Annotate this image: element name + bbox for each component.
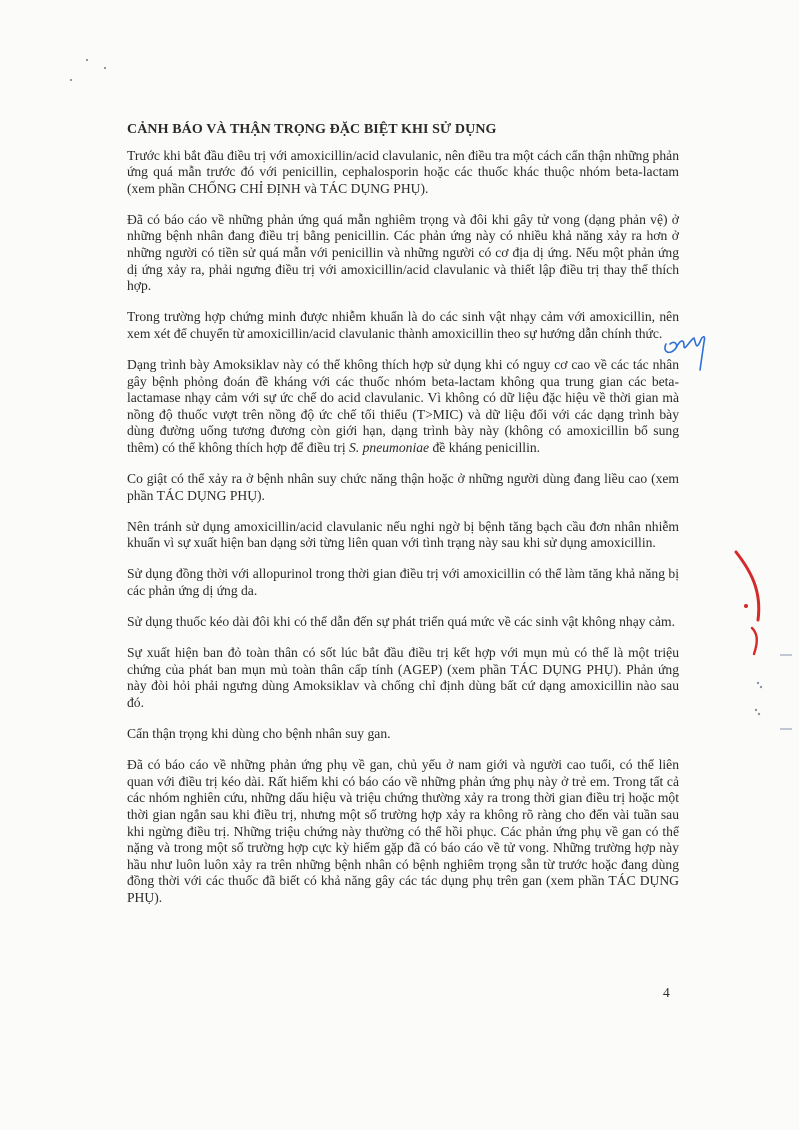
scan-speck bbox=[104, 67, 106, 69]
paragraph-10: Cẩn thận trọng khi dùng cho bệnh nhân suy gan. bbox=[127, 726, 391, 742]
paragraph-6: Nên tránh sử dụng amoxicillin/acid clavulanic nếu nghi ngờ bị bệnh tăng bạch cầu đơn nhân nhiễm khuẩn vì sự xuất hiện ban dạng sởi từng liên quan với tình trạng này sau khi sử dụng amoxicillin. bbox=[127, 518, 679, 551]
paragraph-2: Đã có báo cáo về những phản ứng quá mẫn nghiêm trọng và đôi khi gây tử vong (dạng phản vệ) ở những bệnh nhân đang điều trị bằng penicillin. Các phản ứng này có nhiều khả năng xảy ra hơn ở những người có tiền sử quá mẫn với penicillin và những người có cơ địa dị ứng. Nếu một phản ứng dị ứng xảy ra, phải ngưng điều trị với amoxicillin/acid clavulanic và thiết lập điều trị thay thế thích hợp. bbox=[127, 211, 679, 294]
paragraph-8: Sử dụng thuốc kéo dài đôi khi có thể dẫn đến sự phát triển quá mức về các sinh vật không nhạy cảm. bbox=[127, 614, 675, 630]
paragraph-9: Sự xuất hiện ban đỏ toàn thân có sốt lúc bắt đầu điều trị kết hợp với mụn mủ có thể là một triệu chứng của phát ban mụn mủ toàn thân cấp tính (AGEP) (xem phần TÁC DỤNG PHỤ). Phản ứng này đòi hỏi phải ngưng dùng Amoksiklav và chống chỉ định dùng bất cứ dạng amoxicillin nào sau đó. bbox=[127, 645, 679, 711]
stamp-speck bbox=[755, 709, 757, 711]
paragraph-11: Đã có báo cáo về những phản ứng phụ về gan, chủ yếu ở nam giới và người cao tuổi, có thể liên quan với điều trị kéo dài. Rất hiếm khi có báo cáo về những phản ứng phụ này ở trẻ em. Trong tất cả các nhóm nghiên cứu, những dấu hiệu và triệu chứng thường xảy ra trong thời gian điều trị hoặc một thời gian ngắn sau khi điều trị, nhưng một số trường hợp xảy ra không rõ ràng cho đến vài tuần sau khi ngừng điều trị. Những triệu chứng này thường có thể hồi phục. Các phản ứng phụ về gan có thể nặng và trong một số trường hợp cực kỳ hiếm gặp đã có báo cáo về tử vong. Những trường hợp này hầu như luôn luôn xảy ra trên những bệnh nhân có bệnh nghiêm trọng sẵn từ trước hoặc đang dùng đồng thời với các thuốc đã biết có khả năng gây các tác dụng phụ trên gan (xem phần TÁC DỤNG PHỤ). bbox=[127, 757, 679, 905]
stamp-speck bbox=[757, 682, 759, 684]
paragraph-5: Co giật có thể xảy ra ở bệnh nhân suy chức năng thận hoặc ở những người dùng đang liều cao (xem phần TÁC DỤNG PHỤ). bbox=[127, 471, 679, 503]
paragraph-7: Sử dụng đồng thời với allopurinol trong thời gian điều trị với amoxicillin có thể làm tăng khả năng bị các phản ứng dị ứng da. bbox=[127, 566, 679, 599]
scan-speck bbox=[70, 79, 72, 81]
page-number: 4 bbox=[663, 985, 670, 1000]
stamp-arc-upper bbox=[736, 552, 759, 620]
stamp-tick bbox=[780, 654, 792, 656]
document-body bbox=[127, 122, 679, 921]
stamp-speck bbox=[758, 713, 760, 715]
paragraph-3: Trong trường hợp chứng minh được nhiễm khuẩn là do các sinh vật nhạy cảm với amoxicillin, nên xem xét để chuyển từ amoxicillin/acid clavulanic thành amoxicillin theo sự hướng dẫn chính thức. bbox=[127, 309, 679, 341]
paragraph-4-main: Dạng trình bày Amoksiklav này có thể không thích hợp sử dụng khi có nguy cơ cao về các tác nhân gây bệnh phỏng đoán đề kháng với các thuốc nhóm beta-lactam không qua trung gian các beta-lactamase nhạy cảm với sự ức chế do acid clavulanic. Vì không có dữ liệu đặc hiệu về thời gian mà nồng độ thuốc vượt trên nồng độ ức chế tối thiểu (T>MIC) và dữ liệu đối với các dạng trình bày dùng đường uống tương đương còn giới hạn, dạng trình bày này (không có amoxicillin bổ sung thêm) có thể không thích hợp để điều trị bbox=[127, 357, 679, 455]
paragraph-4-tail: đề kháng penicillin. bbox=[429, 440, 541, 455]
scan-speck bbox=[86, 59, 88, 61]
section-heading: CẢNH BÁO VÀ THẬN TRỌNG ĐẶC BIỆT KHI SỬ DỤNG bbox=[127, 122, 497, 137]
stamp-dot bbox=[744, 604, 748, 608]
stamp-arc-lower bbox=[752, 628, 757, 654]
stamp-speck bbox=[760, 686, 762, 688]
paragraph-4-italic: S. pneumoniae bbox=[349, 440, 430, 455]
paragraph-4 bbox=[127, 357, 679, 457]
stamp-fragment bbox=[728, 530, 799, 790]
paragraph-1: Trước khi bắt đầu điều trị với amoxicillin/acid clavulanic, nên điều tra một cách cẩn thận những phản ứng quá mẫn trước đó với penicillin, cephalosporin hoặc các thuốc khác thuộc nhóm beta-lactam (xem phần CHỐNG CHỈ ĐỊNH và TÁC DỤNG PHỤ). bbox=[127, 147, 679, 196]
signature-stroke bbox=[665, 337, 705, 370]
stamp-tick bbox=[780, 728, 792, 730]
signature-mark bbox=[660, 322, 710, 372]
